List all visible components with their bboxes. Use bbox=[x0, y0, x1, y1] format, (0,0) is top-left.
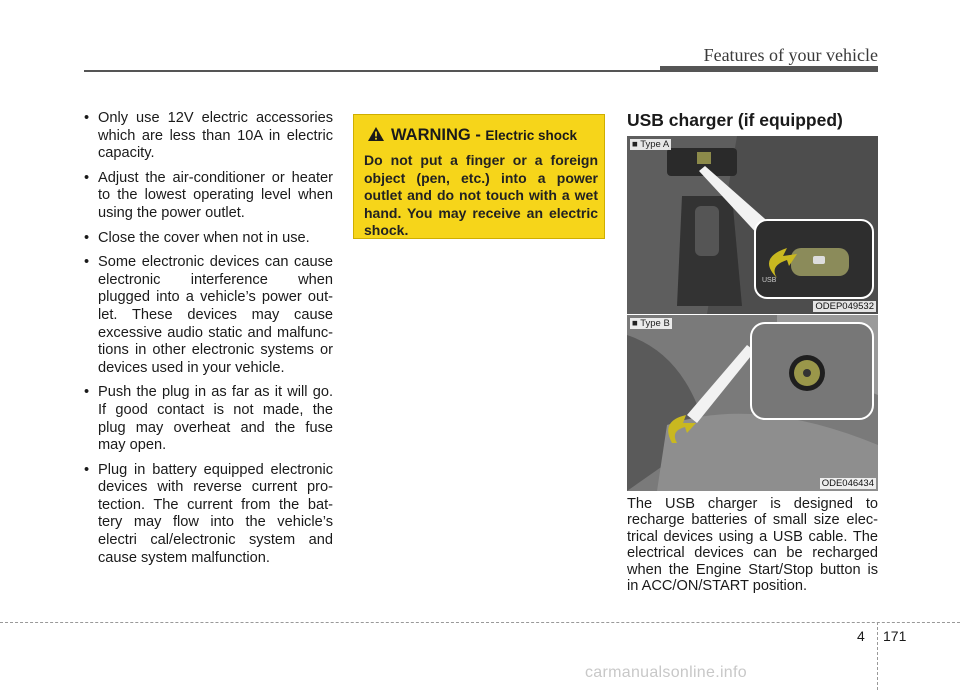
figure-code: ODE046434 bbox=[821, 478, 874, 489]
page-number: 171 bbox=[883, 628, 907, 644]
header-accent-bar bbox=[660, 66, 878, 72]
usb-port-label: USB bbox=[762, 277, 777, 284]
footer-rule bbox=[0, 622, 960, 623]
bullet-item: • Push the plug in as far as it will go. If good contact is not made, the plug may overheat and the fuse may open. bbox=[82, 384, 333, 454]
usb-figure-type-a bbox=[627, 136, 878, 314]
figure-code: ODEP049532 bbox=[815, 301, 874, 312]
figure-label: ■ Type B bbox=[632, 318, 670, 329]
warning-title: WARNING - bbox=[391, 126, 481, 144]
warning-box bbox=[353, 114, 605, 239]
figure-label: ■ Type A bbox=[632, 139, 670, 150]
bullet-item: • Close the cover when not in use. bbox=[82, 230, 333, 248]
bullet-item: • Only use 12V electric accessories which are less than 10A in electric capacity. bbox=[82, 110, 333, 163]
warning-subtitle: Electric shock bbox=[485, 128, 577, 143]
bullet-list bbox=[82, 110, 333, 574]
armrest-illustration bbox=[627, 315, 878, 491]
warning-text: Do not put a finger or a foreign object (pen, etc.) into a power outlet and do not touch with a wet hand. You may receive an electric shock. bbox=[364, 152, 598, 238]
bullet-item: • Plug in battery equipped electronic devices with reverse current pro-tection. The current from the bat-tery may flow into the vehicle’s electri cal/electronic system and cause system malfunction. bbox=[82, 462, 333, 568]
site-watermark: carmanualsonline.info bbox=[585, 664, 747, 681]
console-illustration bbox=[627, 136, 878, 314]
chapter-number: 4 bbox=[857, 628, 865, 644]
bullet-item: • Adjust the air-conditioner or heater to the lowest operating level when using the power outlet. bbox=[82, 170, 333, 223]
footer-divider bbox=[877, 622, 878, 690]
section-title: USB charger (if equipped) bbox=[627, 110, 843, 130]
usb-figure-type-b bbox=[627, 314, 878, 491]
usb-description: The USB charger is designed to recharge batteries of small size elec-trical devices using a USB cable. The electrical devices can be recharged when the Engine Start/Stop button is in ACC/ON/START position. bbox=[627, 496, 878, 595]
page-header-title: Features of your vehicle bbox=[703, 45, 878, 65]
warning-heading bbox=[367, 126, 577, 145]
bullet-item: • Some electronic devices can cause electronic interference when plugged into a vehicle’s power out-let. These devices may cause excessive audio static and malfunc-tions in other electronic systems or devices used in your vehicle. bbox=[82, 254, 333, 377]
warning-triangle-icon bbox=[367, 126, 385, 142]
